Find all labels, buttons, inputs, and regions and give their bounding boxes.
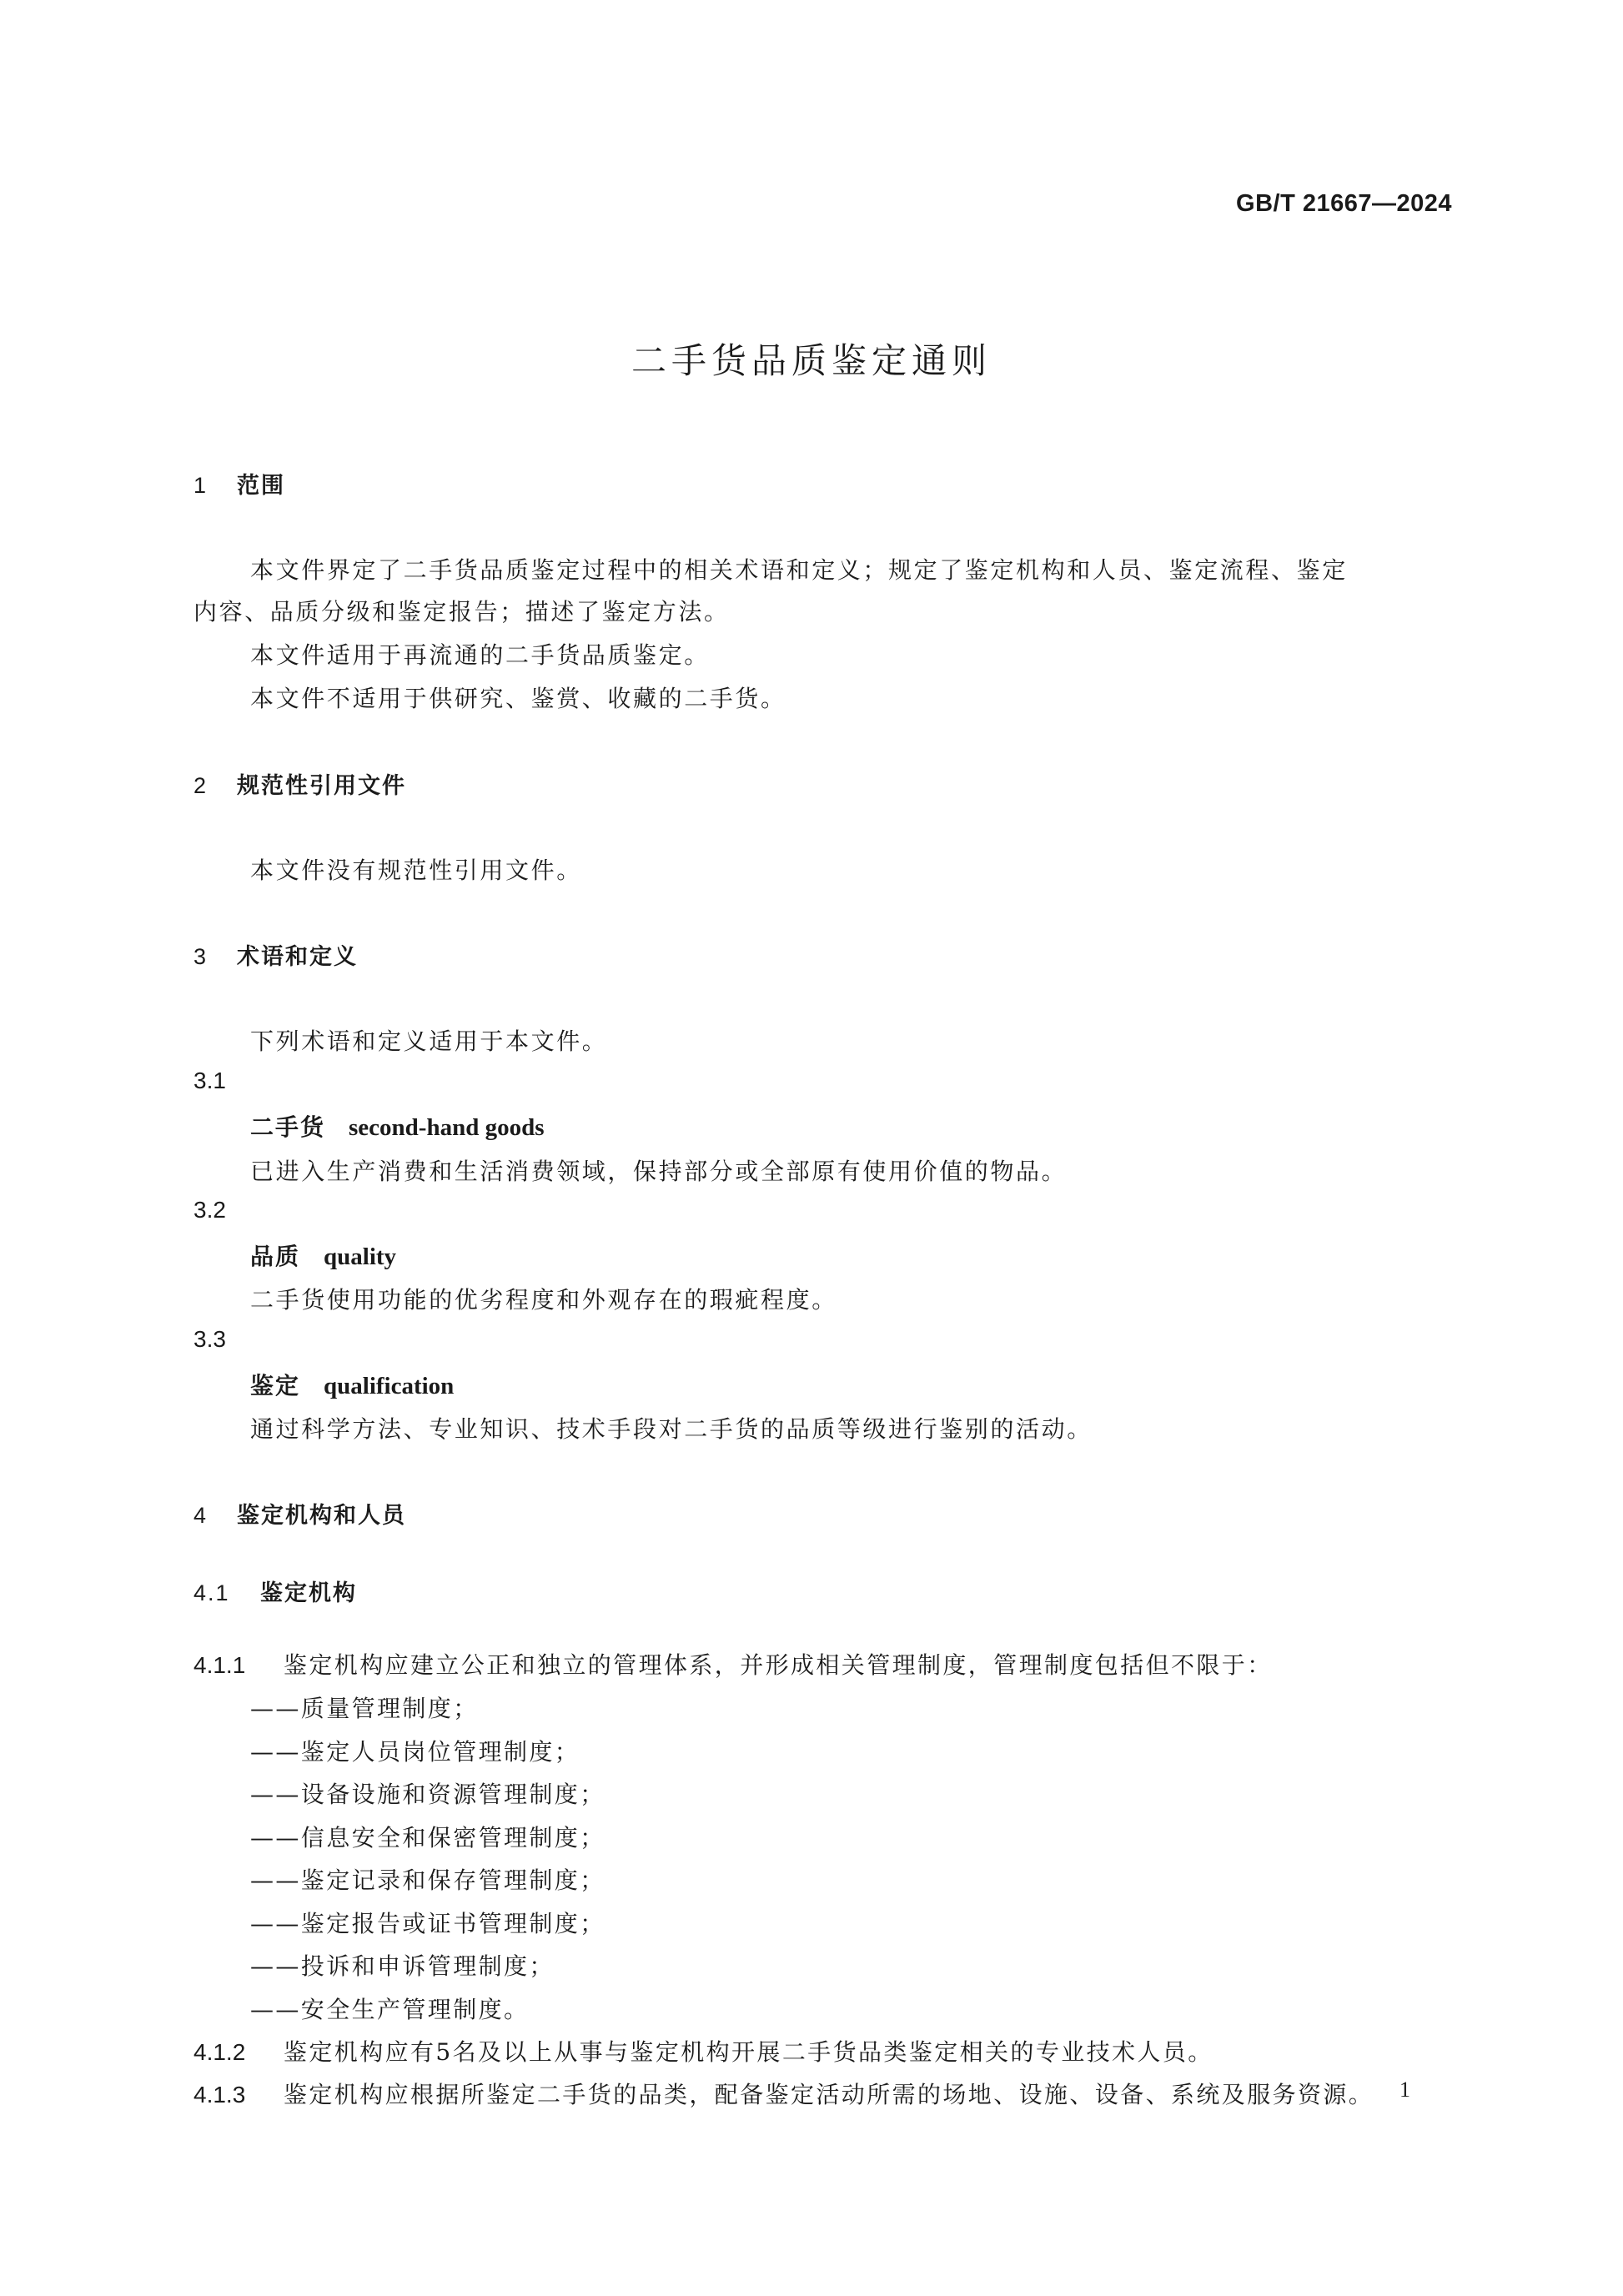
clause-4-1-1 bbox=[193, 1647, 1273, 1681]
term-en: quality bbox=[324, 1243, 397, 1270]
term-zh: 二手货 bbox=[250, 1113, 326, 1141]
section-number: 2 bbox=[193, 773, 209, 798]
term-en: second-hand goods bbox=[349, 1114, 545, 1141]
term-entry bbox=[250, 1238, 396, 1272]
section-heading-3 bbox=[193, 938, 358, 971]
paragraph: 内容、品质分级和鉴定报告；描述了鉴定方法。 bbox=[193, 598, 730, 625]
document-title: 二手货品质鉴定通则 bbox=[631, 340, 992, 381]
term-number: 3.1 bbox=[193, 1068, 226, 1093]
list-item: ——鉴定人员岗位管理制度； bbox=[250, 1738, 580, 1766]
paragraph: 本文件界定了二手货品质鉴定过程中的相关术语和定义；规定了鉴定机构和人员、鉴定流程、鉴定 bbox=[250, 556, 1348, 584]
list-item: ——质量管理制度； bbox=[250, 1695, 479, 1722]
section-title: 规范性引用文件 bbox=[237, 773, 406, 799]
clause-number: 4.1.3 bbox=[193, 2082, 246, 2108]
page-number: 1 bbox=[1399, 2077, 1410, 2102]
section-number: 1 bbox=[193, 473, 209, 498]
section-number: 3 bbox=[193, 944, 209, 969]
term-definition: 已进入生产消费和生活消费领域，保持部分或全部原有使用价值的物品。 bbox=[250, 1158, 1068, 1185]
list-item: ——安全生产管理制度。 bbox=[250, 1996, 530, 2023]
clause-text: 鉴定机构应有5名及以上从事与鉴定机构开展二手货品类鉴定相关的专业技术人员。 bbox=[284, 2038, 1213, 2066]
list-item: ——鉴定记录和保存管理制度； bbox=[250, 1866, 605, 1894]
section-heading-1 bbox=[193, 467, 285, 500]
clause-4-1-2 bbox=[193, 2034, 1213, 2067]
term-zh: 鉴定 bbox=[250, 1372, 301, 1399]
term-number: 3.3 bbox=[193, 1326, 226, 1352]
paragraph: 下列术语和定义适用于本文件。 bbox=[250, 1027, 608, 1055]
subsection-title: 鉴定机构 bbox=[260, 1580, 357, 1606]
clause-text: 鉴定机构应根据所鉴定二手货的品类，配备鉴定活动所需的场地、设施、设备、系统及服务资源。 bbox=[284, 2081, 1374, 2108]
list-item: ——投诉和申诉管理制度； bbox=[250, 1952, 555, 1980]
term-number: 3.2 bbox=[193, 1197, 226, 1223]
list-item: ——鉴定报告或证书管理制度； bbox=[250, 1910, 605, 1937]
term-zh: 品质 bbox=[250, 1243, 301, 1270]
list-item: ——设备设施和资源管理制度； bbox=[250, 1781, 605, 1808]
paragraph: 本文件适用于再流通的二手货品质鉴定。 bbox=[250, 641, 710, 669]
term-entry bbox=[250, 1368, 454, 1401]
section-title: 鉴定机构和人员 bbox=[237, 1503, 406, 1529]
clause-number: 4.1.2 bbox=[193, 2039, 246, 2065]
standard-number: GB/T 21667—2024 bbox=[1236, 190, 1452, 217]
term-entry bbox=[250, 1109, 545, 1143]
section-heading-2 bbox=[193, 767, 406, 800]
subsection-number: 4.1 bbox=[193, 1580, 230, 1605]
subsection-heading-4-1 bbox=[193, 1575, 357, 1607]
clause-text: 鉴定机构应建立公正和独立的管理体系，并形成相关管理制度，管理制度包括但不限于： bbox=[284, 1651, 1273, 1679]
clause-4-1-3 bbox=[193, 2077, 1374, 2110]
clause-number: 4.1.1 bbox=[193, 1652, 246, 1678]
section-heading-4 bbox=[193, 1497, 406, 1530]
section-title: 范围 bbox=[237, 473, 285, 499]
section-title: 术语和定义 bbox=[237, 944, 358, 970]
list-item: ——信息安全和保密管理制度； bbox=[250, 1824, 605, 1851]
term-definition: 二手货使用功能的优劣程度和外观存在的瑕疵程度。 bbox=[250, 1286, 837, 1314]
paragraph: 本文件不适用于供研究、鉴赏、收藏的二手货。 bbox=[250, 685, 786, 712]
term-en: qualification bbox=[324, 1373, 455, 1399]
section-number: 4 bbox=[193, 1503, 209, 1528]
term-definition: 通过科学方法、专业知识、技术手段对二手货的品质等级进行鉴别的活动。 bbox=[250, 1415, 1093, 1443]
paragraph: 本文件没有规范性引用文件。 bbox=[250, 857, 582, 884]
